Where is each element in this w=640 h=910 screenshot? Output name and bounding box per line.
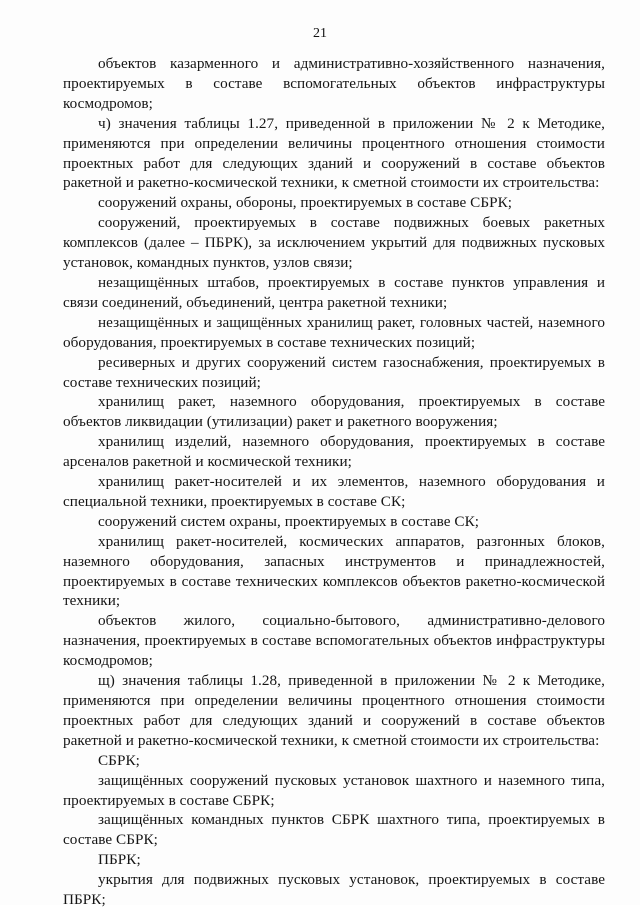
paragraph: сооружений систем охраны, проектируемых в составе СК; — [98, 512, 480, 530]
paragraph: щ) значения таблицы 1.28, приведенной в приложении № 2 к Методике, применяются при определении величины процентного отношения стоимости проектных работ для следующих зданий и сооружений в составе объектов ракетной и ракетно-космической техники, к сметной стоимости их строительства: — [63, 672, 605, 749]
paragraph: защищённых сооружений пусковых установок шахтного и наземного типа, проектируемых в составе СБРК; — [63, 771, 605, 809]
page-number: 21 — [313, 26, 327, 41]
paragraph: незащищённых и защищённых хранилищ ракет, головных частей, наземного оборудования, проектируемых в составе технических позиций; — [63, 313, 605, 351]
paragraph: укрытия для подвижных пусковых установок, проектируемых в составе ПБРК; — [63, 871, 605, 909]
paragraph: сооружений охраны, обороны, проектируемых в составе СБРК; — [98, 194, 513, 212]
paragraph: хранилищ ракет-носителей, космических аппаратов, разгонных блоков, наземного оборудования, запасных инструментов и принадлежностей, проектируемых в составе технических комплексов объектов ракетно-космической техники; — [63, 532, 605, 610]
paragraph: ресиверных и других сооружений систем газоснабжения, проектируемых в составе технических позиций; — [63, 353, 605, 391]
paragraph: хранилищ ракет-носителей и их элементов, наземного оборудования и специальной техники, проектируемых в составе СК; — [63, 473, 605, 510]
paragraph: защищённых командных пунктов СБРК шахтного типа, проектируемых в составе СБРК; — [63, 811, 605, 849]
paragraph: объектов казарменного и административно-хозяйственного назначения, проектируемых в составе вспомогательных объектов инфраструктуры космодромов; — [63, 55, 605, 112]
document-body — [63, 54, 605, 910]
paragraph: сооружений, проектируемых в составе подвижных боевых ракетных комплексов (далее – ПБРК), за исключением укрытий для подвижных пусковых установок, командных пунктов, узлов связи; — [63, 214, 605, 272]
paragraph: объектов жилого, социально-бытового, административно-делового назначения, проектируемых в составе вспомогательных объектов инфраструктуры космодромов; — [63, 612, 605, 670]
paragraph: хранилищ изделий, наземного оборудования, проектируемых в составе арсеналов ракетной и космической техники; — [63, 433, 605, 471]
paragraph: ч) значения таблицы 1.27, приведенной в приложении № 2 к Методике, применяются при определении величины процентного отношения стоимости проектных работ для следующих зданий и сооружений в составе объектов ракетной и ракетно-космической техники, к сметной стоимости их строительства: — [63, 114, 605, 192]
paragraph: хранилищ ракет, наземного оборудования, проектируемых в составе объектов ликвидации (утилизации) ракет и ракетного вооружения; — [63, 393, 605, 431]
paragraph: СБРК; — [98, 751, 140, 769]
paragraph: незащищённых штабов, проектируемых в составе пунктов управления и связи соединений, объединений, центра ракетной техники; — [63, 273, 605, 311]
paragraph: ПБРК; — [98, 851, 141, 869]
